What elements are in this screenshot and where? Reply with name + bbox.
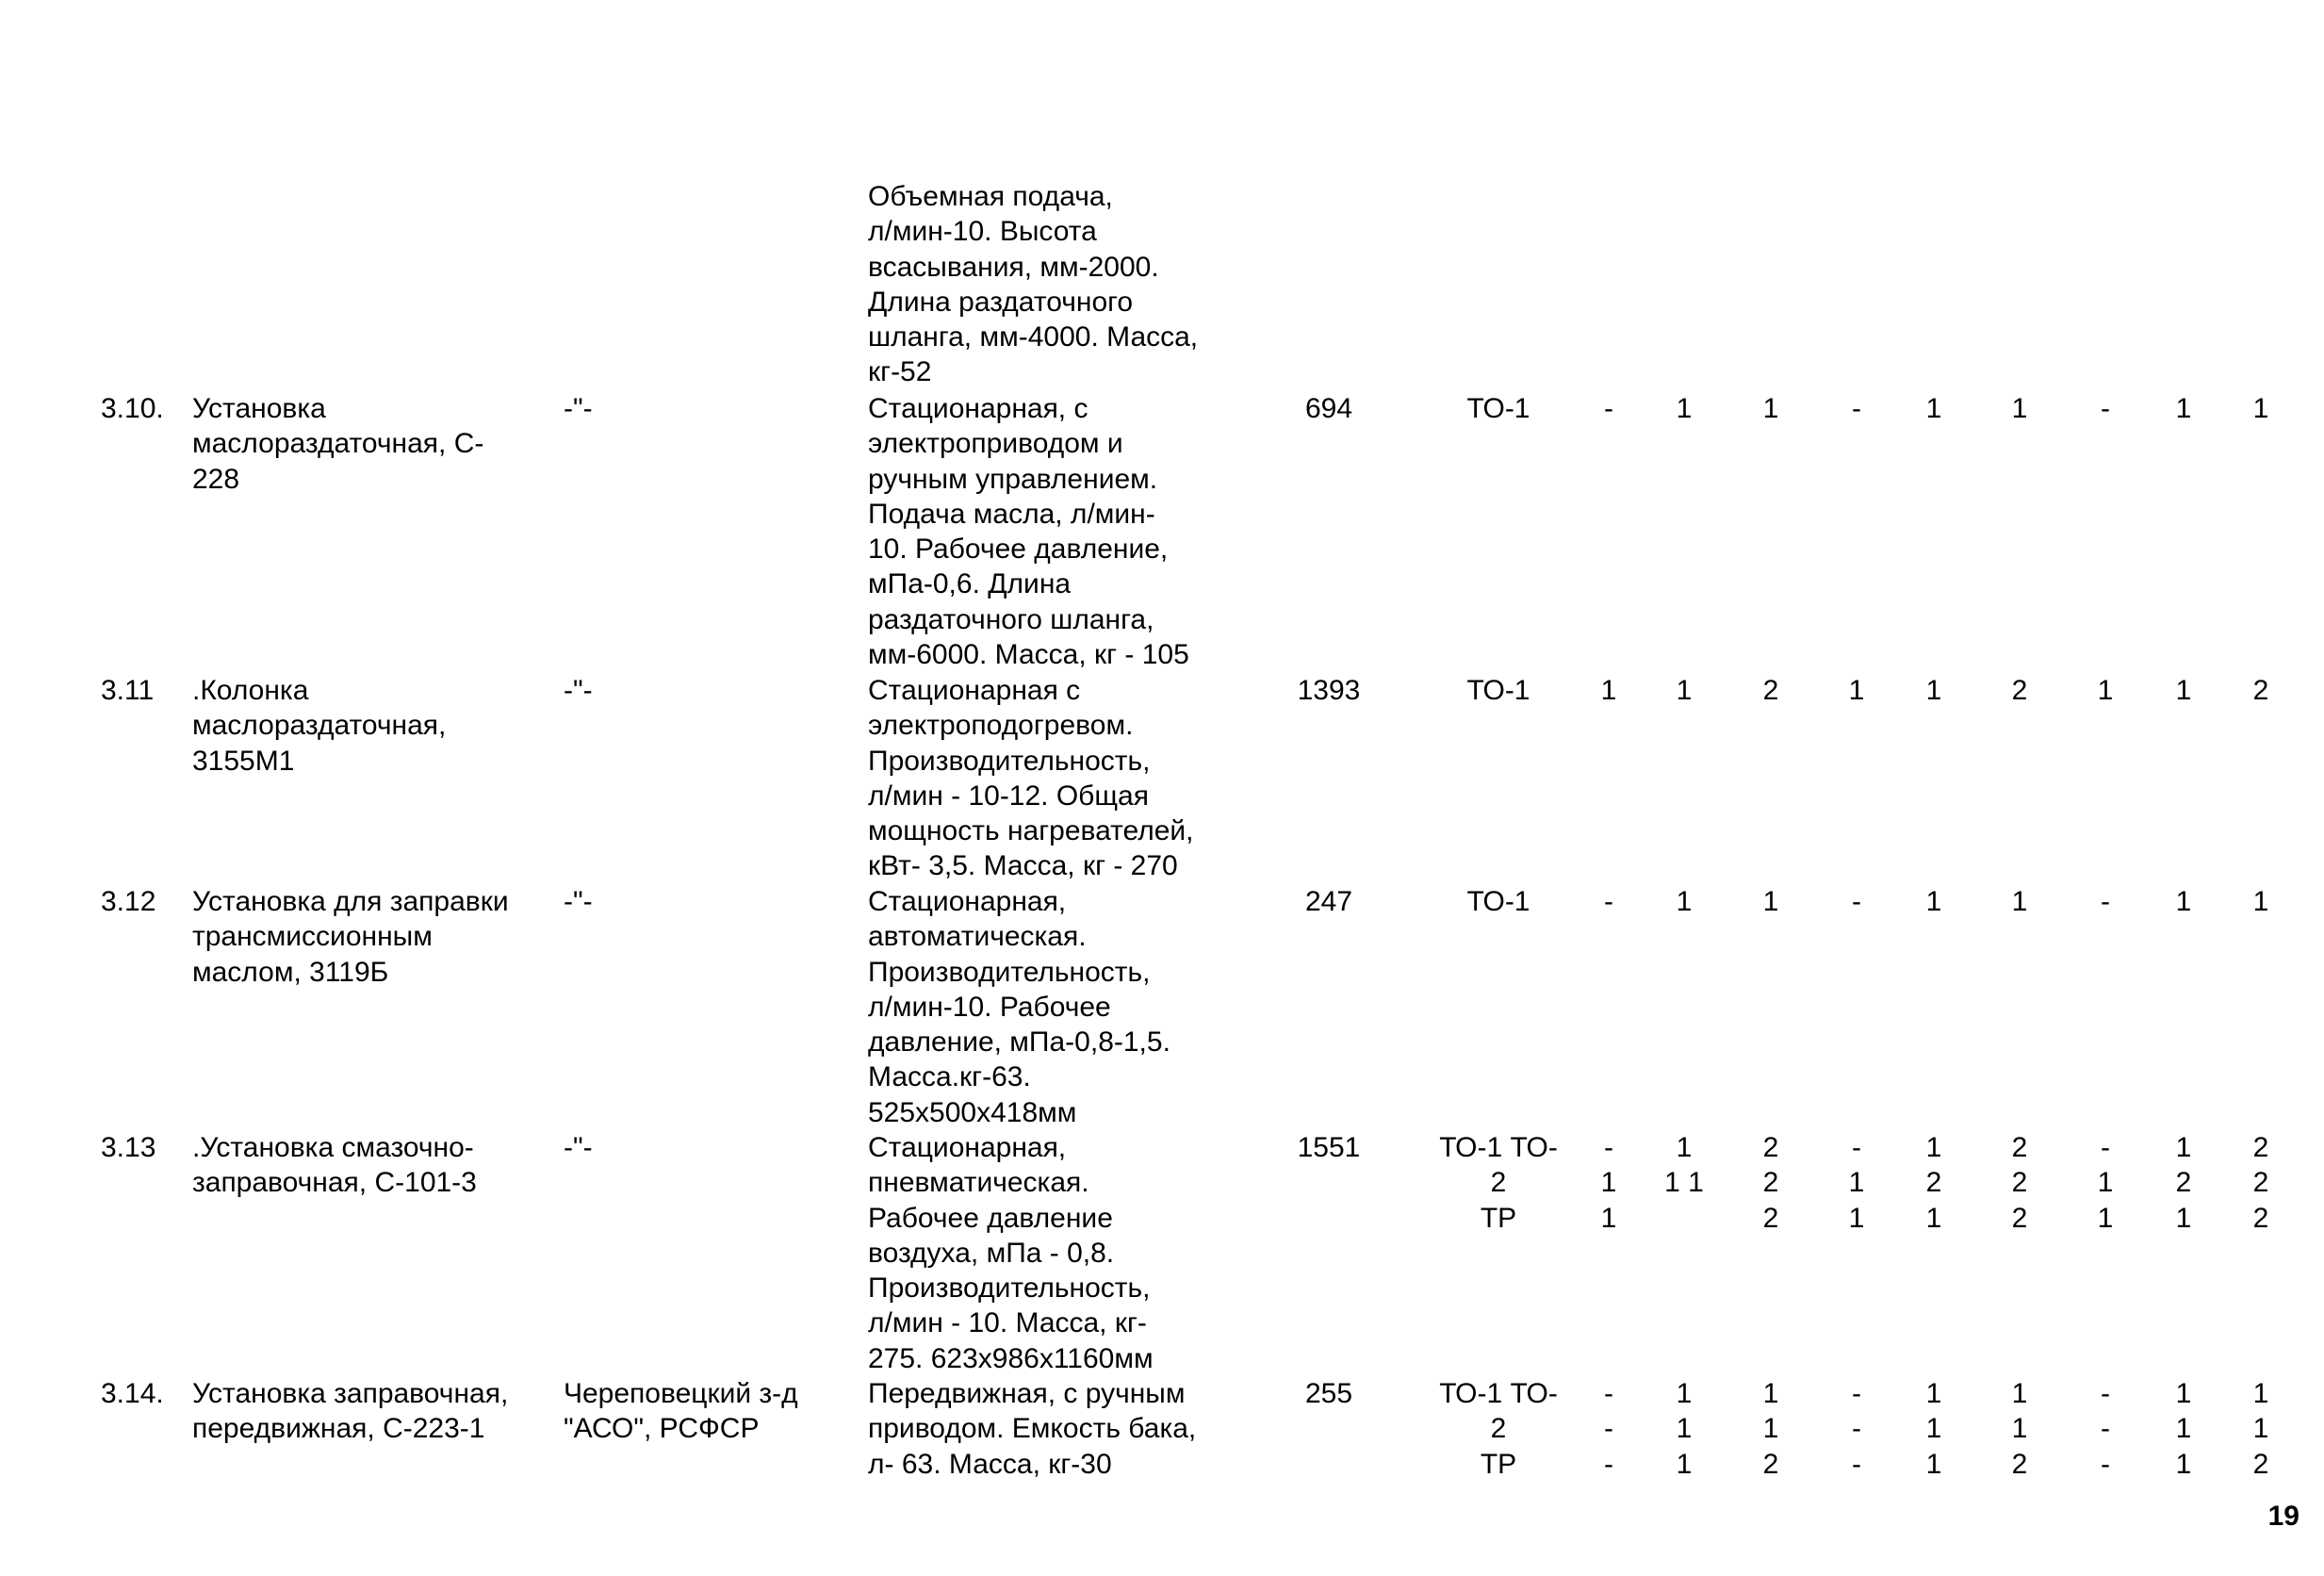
quantity-cell: 1 [1676,675,1693,706]
quantity-cell: - [1604,886,1613,917]
quantity-cell: 1 [2175,393,2192,424]
quantity-cell: - [1852,393,1861,424]
quantity-cell: 1 [1925,886,1942,917]
equipment-name: Установка для заправки трансмиссионным маслом, 3119Б [192,886,509,988]
row-number: 3.10. [101,393,164,424]
equipment-name: Установка заправочная, передвижная, С-223-1 [192,1378,509,1445]
quantity-cell: 2 [2011,675,2028,706]
row-number: 3.12 [101,886,156,917]
quantity-cell: 1 [2175,886,2192,917]
quantity-cell: 1 [2011,886,2028,917]
quantity-cell: 2 2 2 [2252,1132,2269,1234]
quantity-cell: 1 [1848,675,1865,706]
price: 694 [1304,393,1353,424]
quantity-cell: 1 [2252,393,2269,424]
manufacturer: -"- [564,393,593,424]
quantity-cell: 1 1 2 [2011,1378,2028,1480]
quantity-cell: - - - [1852,1378,1861,1480]
quantity-cell: - [1852,886,1861,917]
quantity-cell: 1 1 2 [1762,1378,1779,1480]
quantity-cell: - [1604,393,1613,424]
price: 1393 [1297,675,1361,706]
quantity-cell: - [2101,393,2110,424]
row-number: 3.14. [101,1378,164,1409]
quantity-cell: 1 2 1 [2175,1132,2192,1234]
description: Стационарная, автоматическая. Производительность, л/мин-10. Рабочее давление, мПа-0,8-1,5. Масса.кг-63. 525x500x418мм [868,886,1170,1128]
quantity-cell: 1 [1676,886,1693,917]
quantity-cell: - - - [2101,1378,2110,1480]
quantity-cell: - [2101,886,2110,917]
page-number: 19 [2267,1501,2299,1532]
quantity-cell: 1 [1600,675,1617,706]
quantity-cell: 1 [1676,393,1693,424]
manufacturer: Череповецкий з-д "АСО", РСФСР [564,1378,798,1445]
maintenance-type: ТО-1 ТО- 2 ТР [1439,1378,1558,1480]
price: 1551 [1297,1132,1361,1163]
row-number: 3.13 [101,1132,156,1163]
manufacturer: -"- [564,1132,593,1163]
quantity-cell: 2 2 2 [1762,1132,1779,1234]
quantity-cell: - 1 1 [1848,1132,1865,1234]
quantity-cell: 1 [2097,675,2114,706]
quantity-cell: 1 [2011,393,2028,424]
row-number: 3.11 [101,675,155,706]
quantity-cell: 1 [1925,393,1942,424]
description: Стационарная с электроподогревом. Производительность, л/мин - 10-12. Общая мощность нагревателей, кВт- 3,5. Масса, кг - 270 [868,675,1194,882]
maintenance-type: ТО-1 [1466,886,1530,917]
quantity-cell: 1 [2175,675,2192,706]
maintenance-type: ТО-1 [1466,393,1530,424]
quantity-cell: - 1 1 [2097,1132,2114,1234]
quantity-cell: 1 1 1 [1676,1378,1693,1480]
quantity-cell: 2 [1762,675,1779,706]
description: Стационарная, с электроприводом и ручным управлением. Подача масла, л/мин- 10. Рабочее давление, мПа-0,6. Длина раздаточного шланга, мм-6000. Масса, кг - 105 [868,393,1189,671]
quantity-cell: 1 [1762,393,1779,424]
quantity-cell: - 1 1 [1600,1132,1617,1234]
maintenance-type: ТО-1 ТО- 2 ТР [1439,1132,1558,1234]
equipment-name: Установка маслораздаточная, С- 228 [192,393,484,495]
quantity-cell: - - - [1604,1378,1613,1480]
previous-row-description-continuation: Объемная подача, л/мин-10. Высота всасывания, мм-2000. Длина раздаточного шланга, мм-4000. Масса, кг-52 [868,181,1199,388]
manufacturer: -"- [564,886,593,917]
price: 247 [1304,886,1353,917]
price: 255 [1304,1378,1353,1409]
equipment-name: .Колонка маслораздаточная, 3155М1 [192,675,447,777]
quantity-cell: 1 [1762,886,1779,917]
quantity-cell: 1 1 1 [1925,1378,1942,1480]
equipment-name: .Установка смазочно- заправочная, С-101-3 [192,1132,477,1199]
quantity-cell: 1 1 1 [1664,1132,1704,1199]
quantity-cell: 2 [2252,675,2269,706]
description: Передвижная, с ручным приводом. Емкость бака, л- 63. Масса, кг-30 [868,1378,1197,1480]
quantity-cell: 2 2 2 [2011,1132,2028,1234]
maintenance-type: ТО-1 [1466,675,1530,706]
manufacturer: -"- [564,675,593,706]
quantity-cell: 1 2 1 [1925,1132,1942,1234]
quantity-cell: 1 [2252,886,2269,917]
quantity-cell: 1 [1925,675,1942,706]
quantity-cell: 1 1 1 [2175,1378,2192,1480]
quantity-cell: 1 1 2 [2252,1378,2269,1480]
description: Стационарная, пневматическая. Рабочее давление воздуха, мПа - 0,8. Производительность, л/мин - 10. Масса, кг- 275. 623x986x1160мм [868,1132,1154,1374]
